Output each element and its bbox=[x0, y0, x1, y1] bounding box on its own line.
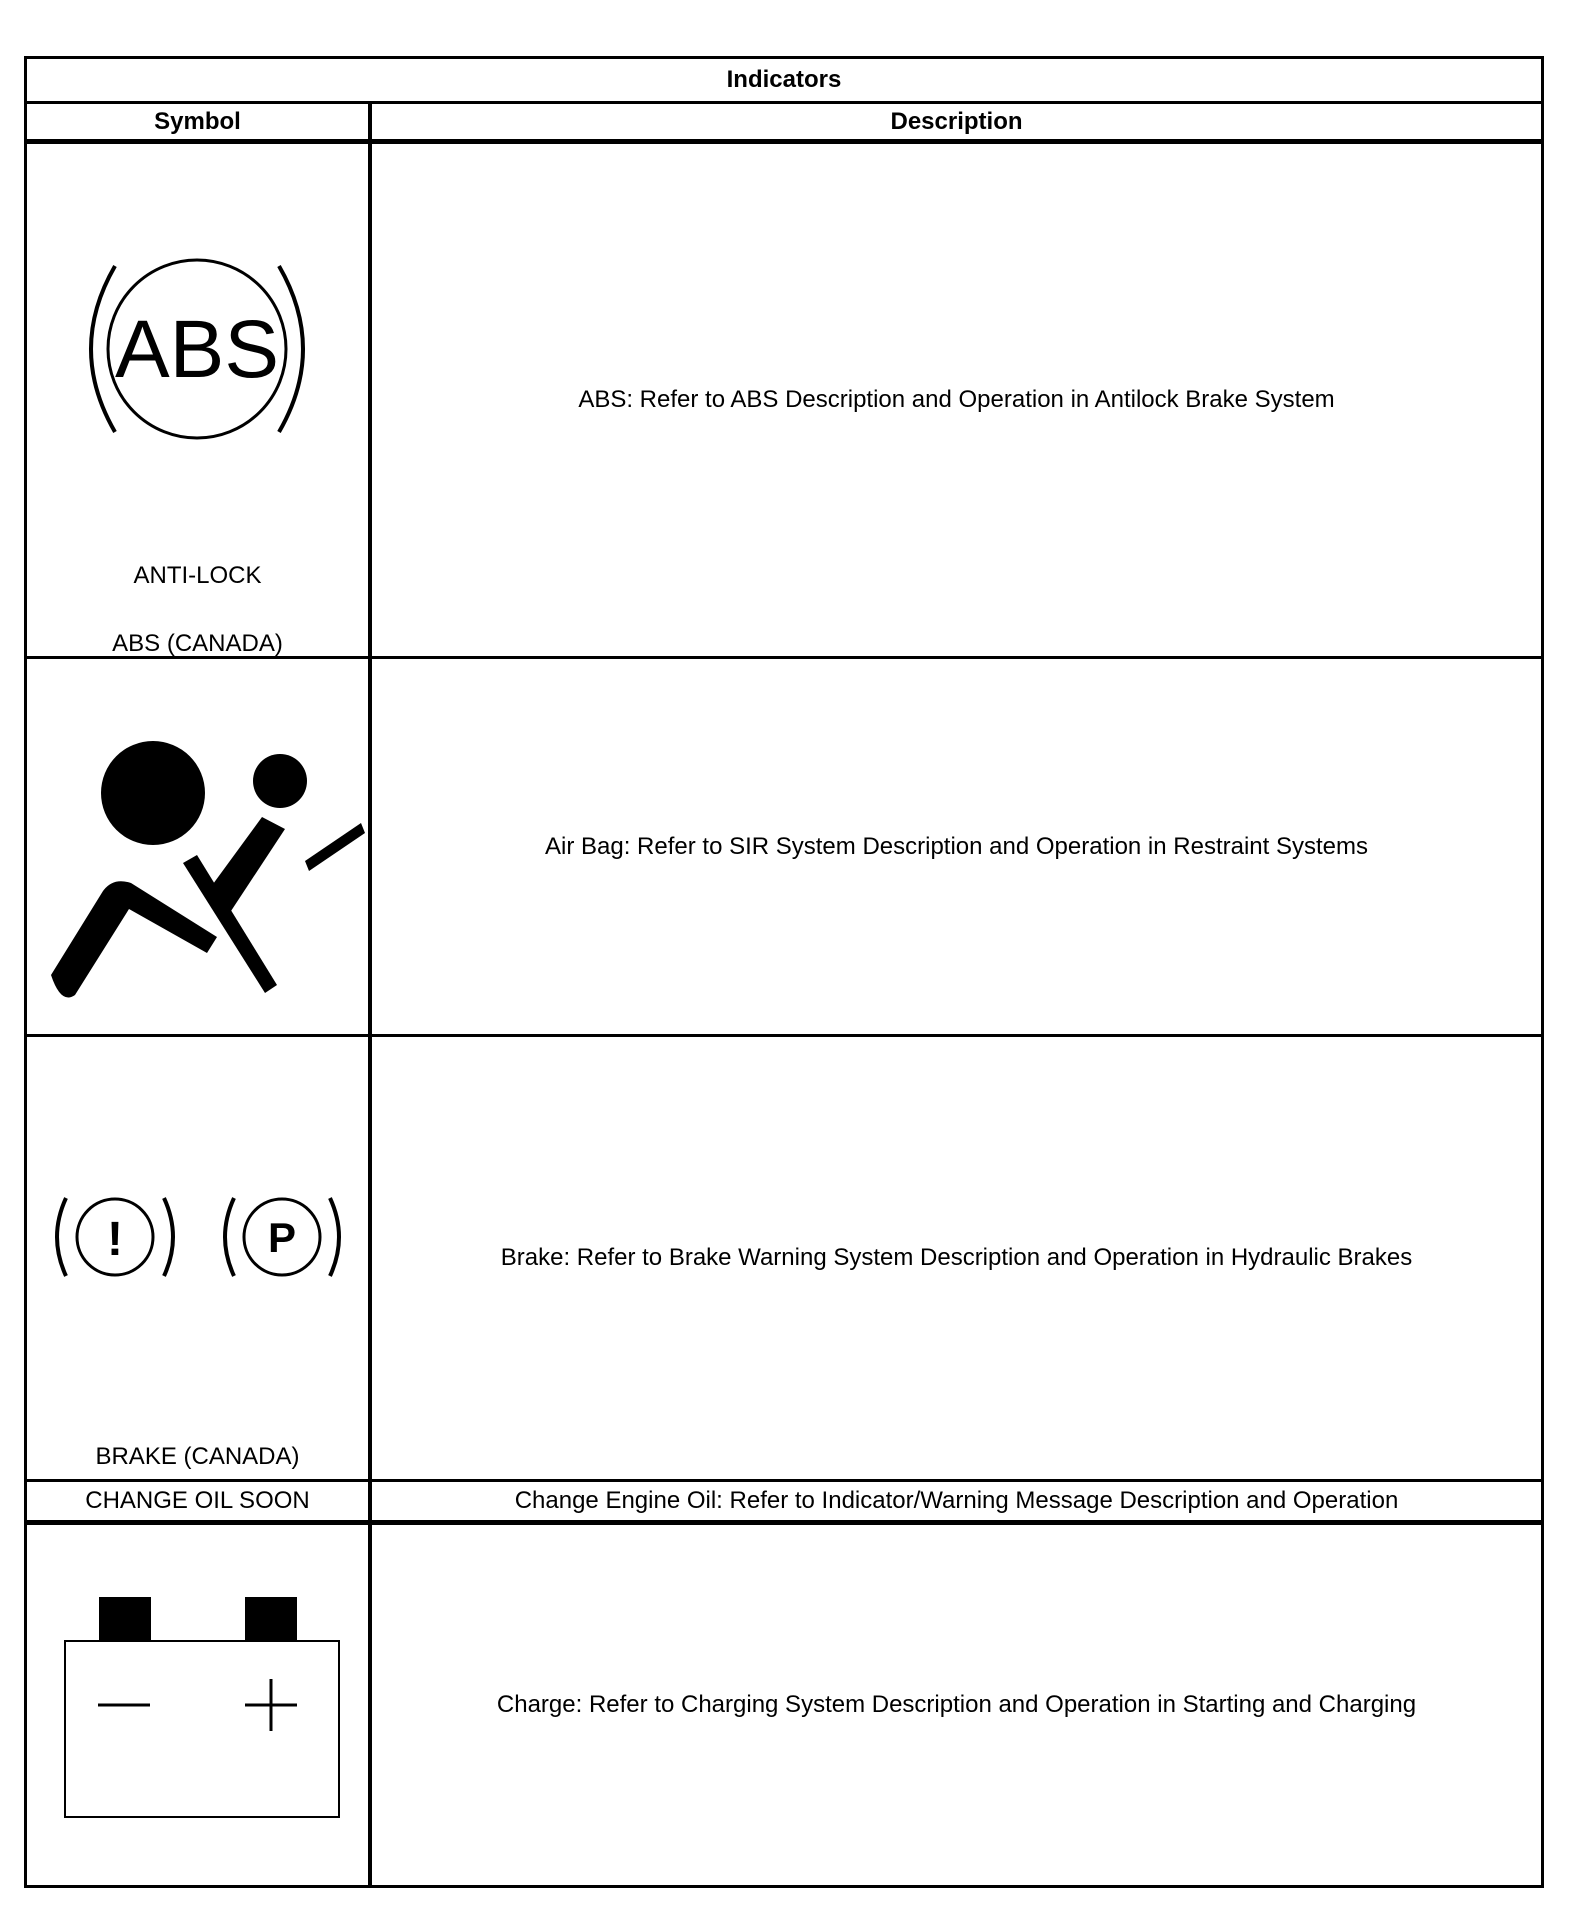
table-title: Indicators bbox=[726, 66, 842, 93]
header-description: Description bbox=[890, 107, 1023, 135]
description-change-oil: Change Engine Oil: Refer to Indicator/Warning Message Description and Operation bbox=[514, 1487, 1399, 1514]
description-airbag: Air Bag: Refer to SIR System Description and Operation in Restraint Systems bbox=[545, 832, 1368, 860]
table-row-change-oil bbox=[27, 1482, 1541, 1525]
header-symbol: Symbol bbox=[27, 104, 372, 139]
brake-icon bbox=[52, 1192, 352, 1282]
table-row-airbag bbox=[27, 659, 1541, 1037]
symbol-label-brake-canada: BRAKE (CANADA) bbox=[95, 1443, 300, 1470]
table-header-row bbox=[27, 104, 1541, 144]
symbol-cell bbox=[27, 1037, 372, 1479]
park-brake-icon: P bbox=[267, 1214, 297, 1261]
symbol-label-anti-lock: ANTI-LOCK bbox=[133, 562, 262, 589]
airbag-icon bbox=[47, 739, 357, 999]
symbol-cell bbox=[27, 144, 372, 656]
symbol-cell bbox=[27, 659, 372, 1034]
indicators-table bbox=[24, 56, 1544, 1888]
description-brake: Brake: Refer to Brake Warning System Description and Operation in Hydraulic Brakes bbox=[500, 1244, 1413, 1271]
table-title-row bbox=[27, 59, 1541, 104]
battery-icon bbox=[63, 1597, 343, 1817]
table-row-abs bbox=[27, 144, 1541, 659]
exclamation-icon: ! bbox=[107, 1213, 123, 1266]
table-row-charge bbox=[27, 1525, 1541, 1885]
abs-icon-text: ABS bbox=[114, 304, 280, 395]
symbol-cell bbox=[27, 1525, 372, 1885]
symbol-label-change-oil: CHANGE OIL SOON bbox=[27, 1482, 372, 1520]
symbol-label-abs-canada: ABS (CANADA) bbox=[112, 630, 283, 657]
abs-icon bbox=[77, 254, 317, 444]
table-row-brake bbox=[27, 1037, 1541, 1482]
description-abs: ABS: Refer to ABS Description and Operation in Antilock Brake System bbox=[578, 386, 1335, 413]
description-charge: Charge: Refer to Charging System Description and Operation in Starting and Charging bbox=[496, 1691, 1417, 1718]
